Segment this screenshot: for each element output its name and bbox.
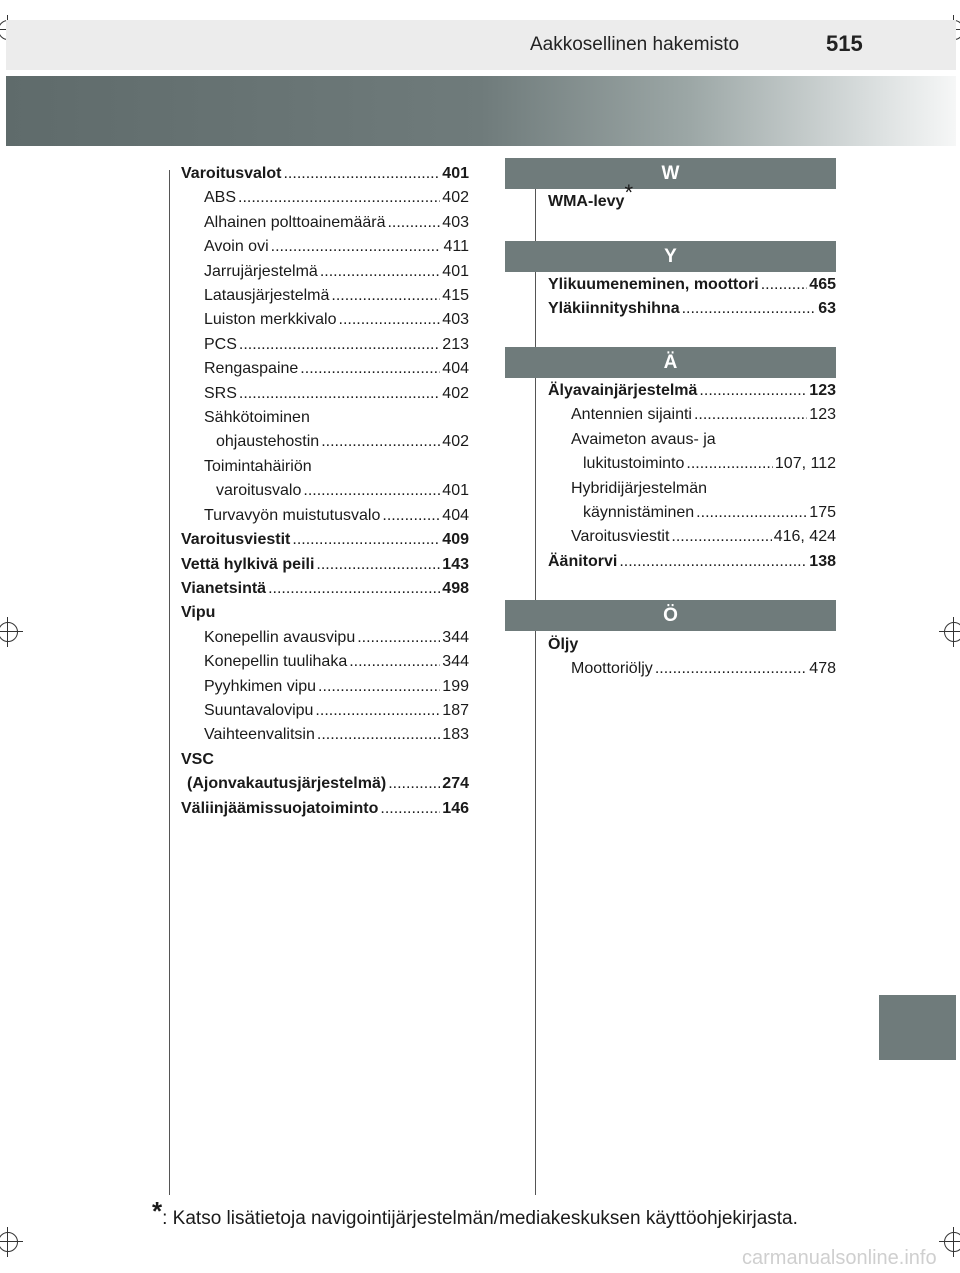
index-entry: Suuntavalovipu ..... 187 xyxy=(181,699,469,723)
header-strip xyxy=(6,20,956,70)
index-entry: Turvavyön muistutusvalo ..... 404 xyxy=(181,504,469,528)
footnote-asterisk: * xyxy=(152,1196,163,1226)
index-entry: Väliinjäämissuojatoiminto ..... 146 xyxy=(181,797,469,821)
footnote-text: : Katso lisätietoja navigointijärjestelmän/mediakeskuksen käyttöohjekirjasta. xyxy=(162,1208,798,1229)
index-section-w xyxy=(548,180,836,214)
index-entry: Luiston merkkivalo ..... 403 xyxy=(181,308,469,332)
page-number: 515 xyxy=(826,31,863,56)
index-entry: varoitusvalo ..... 401 xyxy=(181,479,469,503)
index-entry: Öljy xyxy=(548,636,579,653)
index-entry: Varoitusviestit ..... 416, 424 xyxy=(548,525,836,549)
index-entry: Vianetsintä ..... 498 xyxy=(181,577,469,601)
letter-heading-w: W xyxy=(505,158,836,189)
index-entry: Vaihteenvalitsin ..... 183 xyxy=(181,723,469,747)
section-title: Aakkosellinen hakemisto xyxy=(530,34,740,55)
crop-mark-icon xyxy=(0,622,18,642)
watermark: carmanualsonline.info xyxy=(742,1247,937,1269)
index-entry: WMA-levy* xyxy=(548,180,634,210)
index-entry: Varoitusviestit ..... 409 xyxy=(181,528,469,552)
index-entry: Moottoriöljy ..... 478 xyxy=(548,657,836,681)
index-entry: käynnistäminen ..... 175 xyxy=(548,501,836,525)
index-entry: Jarrujärjestelmä ..... 401 xyxy=(181,260,469,284)
index-entry: Vettä hylkivä peili ..... 143 xyxy=(181,553,469,577)
index-entry: Antennien sijainti ..... 123 xyxy=(548,403,836,427)
crop-mark-icon xyxy=(944,622,960,642)
letter-heading-y: Y xyxy=(505,241,836,272)
index-entry: Alhainen polttoainemäärä ..... 403 xyxy=(181,211,469,235)
index-entry: SRS ..... 402 xyxy=(181,382,469,406)
column-rule-left xyxy=(169,170,170,1195)
index-entry: Hybridijärjestelmän xyxy=(571,479,708,497)
index-entry: Konepellin avausvipu ..... 344 xyxy=(181,626,469,650)
index-entry: VSC xyxy=(181,750,214,768)
index-entry: ohjaustehostin ..... 402 xyxy=(181,430,469,454)
index-entry: Yläkiinnityshihna ..... 63 xyxy=(548,297,836,321)
header-banner xyxy=(6,76,956,146)
index-entry: (Ajonvakautusjärjestelmä) ..... 274 xyxy=(181,772,469,796)
crop-mark-icon xyxy=(944,1232,960,1252)
index-column-left xyxy=(181,162,469,821)
crop-mark-icon xyxy=(0,1232,18,1252)
index-entry: lukitustoiminto ..... 107, 112 xyxy=(548,452,836,476)
index-entry: Avoin ovi ..... 411 xyxy=(181,235,469,259)
index-entry: Varoitusvalot ..... 401 xyxy=(181,162,469,186)
letter-heading-a-umlaut: Ä xyxy=(505,347,836,378)
chapter-thumb-tab xyxy=(879,995,956,1060)
index-entry: Ylikuumeneminen, moottori ..... 465 xyxy=(548,273,836,297)
index-entry: Toimintahäiriön xyxy=(204,457,312,475)
index-entry: Rengaspaine ..... 404 xyxy=(181,357,469,381)
letter-heading-o-umlaut: Ö xyxy=(505,600,836,631)
index-entry: Äänitorvi ..... 138 xyxy=(548,550,836,574)
index-entry: PCS ..... 213 xyxy=(181,333,469,357)
index-section-y xyxy=(548,273,836,322)
index-entry: Avaimeton avaus- ja xyxy=(571,430,716,448)
index-entry: Konepellin tuulihaka ..... 344 xyxy=(181,650,469,674)
footnote xyxy=(152,1196,798,1230)
index-section-o-umlaut xyxy=(548,633,836,682)
index-entry: Sähkötoiminen xyxy=(204,409,310,427)
index-entry: ABS ..... 402 xyxy=(181,186,469,210)
index-entry: Älyavainjärjestelmä ..... 123 xyxy=(548,379,836,403)
column-rule-right xyxy=(535,170,536,1195)
index-section-a-umlaut xyxy=(548,379,836,574)
index-entry: Vipu xyxy=(181,604,216,622)
index-entry: Pyyhkimen vipu ..... 199 xyxy=(181,675,469,699)
index-entry: Latausjärjestelmä ..... 415 xyxy=(181,284,469,308)
